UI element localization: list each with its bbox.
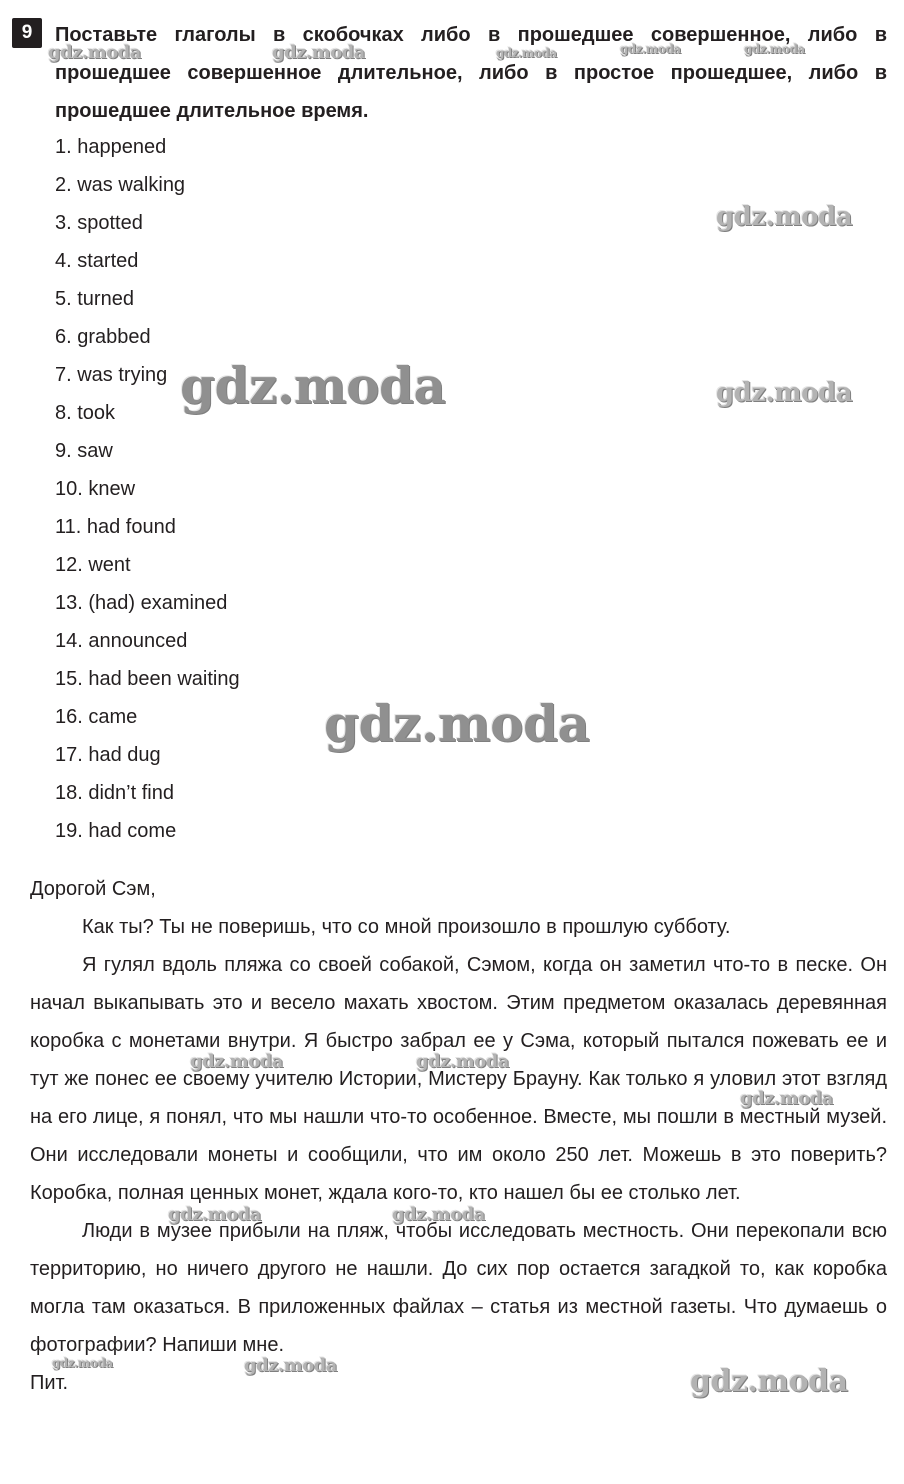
task-instruction: Поставьте глаголы в скобочках либо в прошедшее совершенное, либо в прошедшее совершенное длительное, либо в простое прошедшее, либо в прошедшее длительное время. <box>55 24 887 122</box>
answer-item: 16. came <box>55 706 138 728</box>
answer-item: 10. knew <box>55 478 136 500</box>
answer-item: 1. happened <box>55 136 167 158</box>
answer-item: 6. grabbed <box>55 326 151 348</box>
watermark: gdz.moda <box>716 202 853 232</box>
letter-paragraph: Люди в музее прибыли на пляж, чтобы исследовать местность. Они перекопали всю территорию, но ничего другого не нашли. До сих пор остается загадкой то, как коробка могла там оказаться. В приложенных файлах – статья из местной газеты. Что думаешь о фотографии? Напиши мне. <box>30 1220 887 1356</box>
answer-item: 3. spotted <box>55 212 143 234</box>
answer-item: 14. announced <box>55 630 188 652</box>
watermark: gdz.moda <box>168 1204 261 1225</box>
watermark: gdz.moda <box>392 1204 485 1225</box>
answer-item: 9. saw <box>55 440 113 462</box>
answer-item: 12. went <box>55 554 131 576</box>
answer-item: 18. didn’t find <box>55 782 174 804</box>
answer-item: 7. was trying <box>55 364 168 386</box>
watermark: gdz.moda <box>716 378 853 408</box>
watermark: gdz.moda <box>496 46 557 60</box>
watermark: gdz.moda <box>416 1051 509 1072</box>
watermark: gdz.moda <box>52 1356 113 1370</box>
watermark: gdz.moda <box>48 42 141 63</box>
letter-paragraph: Как ты? Ты не поверишь, что со мной произошло в прошлую субботу. <box>82 916 731 938</box>
answer-item: 11. had found <box>55 516 176 538</box>
letter <box>30 870 887 1402</box>
letter-signature: Пит. <box>30 1372 69 1394</box>
watermark: gdz.moda <box>740 1088 833 1109</box>
answer-item: 19. had come <box>55 820 177 842</box>
watermark: gdz.moda <box>690 1364 848 1399</box>
watermark: gdz.moda <box>324 694 590 753</box>
task-number-badge: 9 <box>12 18 42 48</box>
answer-item: 2. was walking <box>55 174 186 196</box>
letter-greeting: Дорогой Сэм, <box>30 878 156 900</box>
watermark: gdz.moda <box>180 356 446 415</box>
watermark: gdz.moda <box>190 1051 283 1072</box>
answer-item: 8. took <box>55 402 116 424</box>
answers-list <box>55 128 240 850</box>
answer-item: 13. (had) examined <box>55 592 228 614</box>
answer-item: 4. started <box>55 250 139 272</box>
answer-item: 17. had dug <box>55 744 161 766</box>
answer-item: 15. had been waiting <box>55 668 240 690</box>
answer-item: 5. turned <box>55 288 134 310</box>
letter-paragraph: Я гулял вдоль пляжа со своей собакой, Сэмом, когда он заметил что-то в песке. Он начал выкапывать это и весело махать хвостом. Этим предметом оказалась деревянная коробка с монетами внутри. Я быстро забрал ее у Сэма, который пытался пожевать ее и тут же понес ее своему учителю Истории, Мистеру Брауну. Как только я уловил этот взгляд на его лице, я понял, что мы нашли что-то особенное. Вместе, мы пошли в местный музей. Они исследовали монеты и сообщили, что им около 250 лет. Можешь в это поверить? Коробка, полная ценных монет, ждала кого-то, кто нашел бы ее столько лет. <box>30 954 887 1204</box>
watermark: gdz.moda <box>244 1355 337 1376</box>
watermark: gdz.moda <box>744 42 805 56</box>
watermark: gdz.moda <box>272 42 365 63</box>
watermark: gdz.moda <box>620 42 681 56</box>
